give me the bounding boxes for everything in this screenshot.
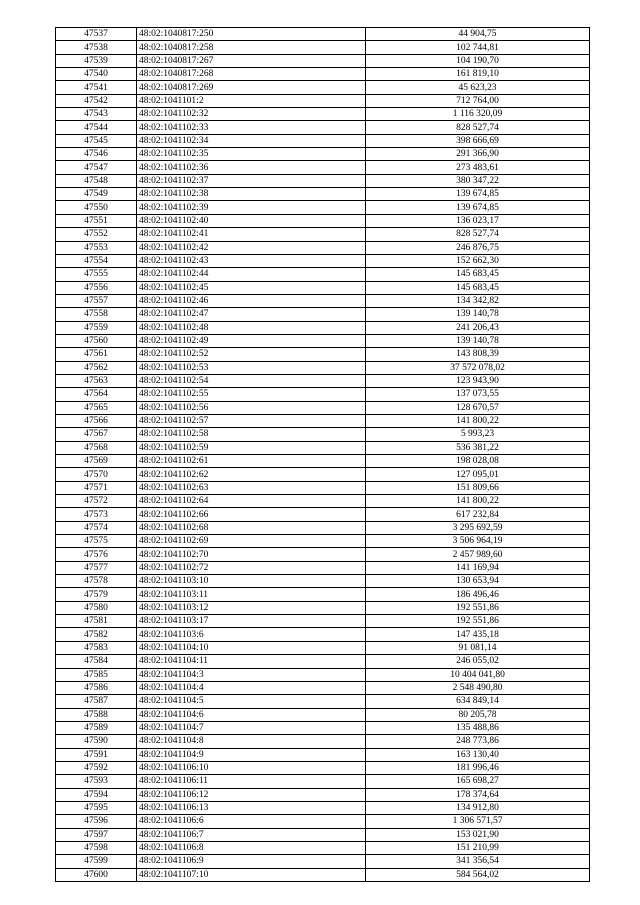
row-number-cell: 47562 <box>56 361 137 374</box>
cadastral-value-cell: 584 564,02 <box>366 868 590 881</box>
table-row <box>56 241 590 254</box>
row-number-cell: 47541 <box>56 81 137 94</box>
cadastral-value-cell: 341 356,54 <box>366 855 590 868</box>
cadastral-value-cell: 141 800,22 <box>366 414 590 427</box>
row-number-cell: 47548 <box>56 174 137 187</box>
cadastral-value-cell: 380 347,22 <box>366 174 590 187</box>
cadastral-value-cell: 147 435,18 <box>366 628 590 641</box>
row-number-cell: 47575 <box>56 535 137 548</box>
cadastral-value-cell: 128 670,57 <box>366 401 590 414</box>
cadastral-value-cell: 181 996,46 <box>366 761 590 774</box>
row-number-cell: 47550 <box>56 201 137 214</box>
row-number-cell: 47572 <box>56 495 137 508</box>
cadastral-number-cell: 48:02:1041104:10 <box>137 641 366 654</box>
row-number-cell: 47598 <box>56 841 137 854</box>
table-row <box>56 148 590 161</box>
table-row <box>56 428 590 441</box>
cadastral-number-cell: 48:02:1041102:45 <box>137 281 366 294</box>
cadastral-number-cell: 48:02:1041104:9 <box>137 748 366 761</box>
cadastral-value-cell: 152 662,30 <box>366 254 590 267</box>
row-number-cell: 47584 <box>56 655 137 668</box>
cadastral-value-cell: 45 623,23 <box>366 81 590 94</box>
cadastral-number-cell: 48:02:1041102:32 <box>137 108 366 121</box>
cadastral-value-cell: 151 210,99 <box>366 841 590 854</box>
row-number-cell: 47577 <box>56 561 137 574</box>
cadastral-number-cell: 48:02:1041102:70 <box>137 548 366 561</box>
row-number-cell: 47540 <box>56 68 137 81</box>
cadastral-number-cell: 48:02:1041102:58 <box>137 428 366 441</box>
table-row <box>56 735 590 748</box>
row-number-cell: 47543 <box>56 108 137 121</box>
cadastral-number-cell: 48:02:1040817:267 <box>137 54 366 67</box>
cadastral-number-cell: 48:02:1041102:47 <box>137 308 366 321</box>
cadastral-number-cell: 48:02:1041102:61 <box>137 455 366 468</box>
row-number-cell: 47581 <box>56 615 137 628</box>
cadastral-value-cell: 291 366,90 <box>366 148 590 161</box>
cadastral-value-cell: 127 095,01 <box>366 468 590 481</box>
cadastral-value-cell: 135 488,86 <box>366 721 590 734</box>
table-row <box>56 41 590 54</box>
cadastral-value-cell: 37 572 078,02 <box>366 361 590 374</box>
row-number-cell: 47558 <box>56 308 137 321</box>
table-row <box>56 108 590 121</box>
cadastral-value-cell: 153 021,90 <box>366 828 590 841</box>
cadastral-number-cell: 48:02:1041104:4 <box>137 681 366 694</box>
table-row <box>56 121 590 134</box>
row-number-cell: 47582 <box>56 628 137 641</box>
table-row <box>56 388 590 401</box>
row-number-cell: 47559 <box>56 321 137 334</box>
cadastral-value-cell: 5 993,23 <box>366 428 590 441</box>
row-number-cell: 47593 <box>56 775 137 788</box>
cadastral-number-cell: 48:02:1041102:43 <box>137 254 366 267</box>
row-number-cell: 47568 <box>56 441 137 454</box>
row-number-cell: 47545 <box>56 134 137 147</box>
cadastral-value-cell: 123 943,90 <box>366 374 590 387</box>
cadastral-number-cell: 48:02:1041103:11 <box>137 588 366 601</box>
cadastral-number-cell: 48:02:1041102:36 <box>137 161 366 174</box>
table-row <box>56 841 590 854</box>
table-row <box>56 615 590 628</box>
cadastral-value-cell: 1 306 571,57 <box>366 815 590 828</box>
table-row <box>56 855 590 868</box>
row-number-cell: 47561 <box>56 348 137 361</box>
row-number-cell: 47586 <box>56 681 137 694</box>
row-number-cell: 47551 <box>56 214 137 227</box>
row-number-cell: 47591 <box>56 748 137 761</box>
cadastral-number-cell: 48:02:1041102:48 <box>137 321 366 334</box>
table-row <box>56 775 590 788</box>
cadastral-number-cell: 48:02:1041104:6 <box>137 708 366 721</box>
cadastral-value-cell: 102 744,81 <box>366 41 590 54</box>
cadastral-number-cell: 48:02:1041102:49 <box>137 334 366 347</box>
cadastral-value-cell: 192 551,86 <box>366 615 590 628</box>
table-row <box>56 134 590 147</box>
cadastral-value-cell: 198 028,08 <box>366 455 590 468</box>
cadastral-value-cell: 134 342,82 <box>366 294 590 307</box>
row-number-cell: 47549 <box>56 188 137 201</box>
cadastral-number-cell: 48:02:1041107:10 <box>137 868 366 881</box>
cadastral-number-cell: 48:02:1040817:250 <box>137 28 366 41</box>
row-number-cell: 47597 <box>56 828 137 841</box>
cadastral-value-cell: 3 506 964,19 <box>366 535 590 548</box>
cadastral-number-cell: 48:02:1041102:53 <box>137 361 366 374</box>
cadastral-value-cell: 10 404 041,80 <box>366 668 590 681</box>
row-number-cell: 47560 <box>56 334 137 347</box>
cadastral-value-cell: 139 140,78 <box>366 308 590 321</box>
row-number-cell: 47576 <box>56 548 137 561</box>
table-row <box>56 294 590 307</box>
cadastral-value-cell: 143 808,39 <box>366 348 590 361</box>
row-number-cell: 47547 <box>56 161 137 174</box>
row-number-cell: 47574 <box>56 521 137 534</box>
cadastral-value-cell: 141 169,94 <box>366 561 590 574</box>
table-row <box>56 641 590 654</box>
cadastral-value-cell: 139 674,85 <box>366 188 590 201</box>
table-row <box>56 68 590 81</box>
table-row <box>56 268 590 281</box>
row-number-cell: 47537 <box>56 28 137 41</box>
cadastral-number-cell: 48:02:1041106:10 <box>137 761 366 774</box>
cadastral-value-cell: 241 206,43 <box>366 321 590 334</box>
cadastral-value-cell: 2 457 989,60 <box>366 548 590 561</box>
table-row <box>56 828 590 841</box>
table-row <box>56 441 590 454</box>
table-row <box>56 214 590 227</box>
cadastral-value-cell: 273 483,61 <box>366 161 590 174</box>
cadastral-number-cell: 48:02:1041102:37 <box>137 174 366 187</box>
cadastral-number-cell: 48:02:1041102:59 <box>137 441 366 454</box>
row-number-cell: 47563 <box>56 374 137 387</box>
table-row <box>56 708 590 721</box>
table-row <box>56 468 590 481</box>
cadastral-value-cell: 192 551,86 <box>366 601 590 614</box>
cadastral-value-cell: 246 876,75 <box>366 241 590 254</box>
cadastral-number-cell: 48:02:1041102:69 <box>137 535 366 548</box>
cadastral-number-cell: 48:02:1041106:6 <box>137 815 366 828</box>
cadastral-number-cell: 48:02:1041102:42 <box>137 241 366 254</box>
table-row <box>56 348 590 361</box>
cadastral-number-cell: 48:02:1041106:11 <box>137 775 366 788</box>
cadastral-number-cell: 48:02:1041102:39 <box>137 201 366 214</box>
table-row <box>56 374 590 387</box>
row-number-cell: 47578 <box>56 575 137 588</box>
row-number-cell: 47571 <box>56 481 137 494</box>
cadastral-number-cell: 48:02:1041102:56 <box>137 401 366 414</box>
row-number-cell: 47556 <box>56 281 137 294</box>
table-row <box>56 721 590 734</box>
cadastral-value-cell: 80 205,78 <box>366 708 590 721</box>
table-row <box>56 414 590 427</box>
row-number-cell: 47599 <box>56 855 137 868</box>
table-row <box>56 161 590 174</box>
table-body <box>56 28 590 882</box>
cadastral-number-cell: 48:02:1041106:12 <box>137 788 366 801</box>
cadastral-number-cell: 48:02:1041101:2 <box>137 94 366 107</box>
row-number-cell: 47588 <box>56 708 137 721</box>
cadastral-number-cell: 48:02:1041102:63 <box>137 481 366 494</box>
row-number-cell: 47564 <box>56 388 137 401</box>
table-row <box>56 868 590 881</box>
row-number-cell: 47590 <box>56 735 137 748</box>
table-row <box>56 361 590 374</box>
table-row <box>56 334 590 347</box>
row-number-cell: 47555 <box>56 268 137 281</box>
cadastral-value-cell: 617 232,84 <box>366 508 590 521</box>
row-number-cell: 47587 <box>56 695 137 708</box>
row-number-cell: 47567 <box>56 428 137 441</box>
cadastral-value-cell: 828 527,74 <box>366 121 590 134</box>
cadastral-number-cell: 48:02:1041106:8 <box>137 841 366 854</box>
cadastral-number-cell: 48:02:1041102:44 <box>137 268 366 281</box>
row-number-cell: 47573 <box>56 508 137 521</box>
cadastral-number-cell: 48:02:1041103:17 <box>137 615 366 628</box>
row-number-cell: 47570 <box>56 468 137 481</box>
table-row <box>56 628 590 641</box>
row-number-cell: 47583 <box>56 641 137 654</box>
row-number-cell: 47542 <box>56 94 137 107</box>
cadastral-number-cell: 48:02:1041106:9 <box>137 855 366 868</box>
cadastral-number-cell: 48:02:1041102:38 <box>137 188 366 201</box>
cadastral-number-cell: 48:02:1041102:66 <box>137 508 366 521</box>
table-row <box>56 521 590 534</box>
cadastral-value-cell: 828 527,74 <box>366 228 590 241</box>
row-number-cell: 47552 <box>56 228 137 241</box>
cadastral-value-cell: 248 773,86 <box>366 735 590 748</box>
table-row <box>56 748 590 761</box>
table-row <box>56 455 590 468</box>
cadastral-number-cell: 48:02:1041104:8 <box>137 735 366 748</box>
cadastral-number-cell: 48:02:1041104:5 <box>137 695 366 708</box>
table-row <box>56 81 590 94</box>
cadastral-value-cell: 44 904,75 <box>366 28 590 41</box>
row-number-cell: 47546 <box>56 148 137 161</box>
row-number-cell: 47594 <box>56 788 137 801</box>
cadastral-number-cell: 48:02:1040817:269 <box>137 81 366 94</box>
cadastral-number-cell: 48:02:1041103:6 <box>137 628 366 641</box>
cadastral-value-cell: 398 666,69 <box>366 134 590 147</box>
cadastral-value-cell: 634 849,14 <box>366 695 590 708</box>
cadastral-number-cell: 48:02:1041106:13 <box>137 801 366 814</box>
table-row <box>56 254 590 267</box>
row-number-cell: 47579 <box>56 588 137 601</box>
table-row <box>56 228 590 241</box>
row-number-cell: 47569 <box>56 455 137 468</box>
cadastral-number-cell: 48:02:1041102:57 <box>137 414 366 427</box>
cadastral-value-cell: 145 683,45 <box>366 281 590 294</box>
row-number-cell: 47566 <box>56 414 137 427</box>
cadastral-value-cell: 145 683,45 <box>366 268 590 281</box>
table-row <box>56 481 590 494</box>
table-row <box>56 495 590 508</box>
row-number-cell: 47544 <box>56 121 137 134</box>
cadastral-value-cell: 3 295 692,59 <box>366 521 590 534</box>
cadastral-value-cell: 712 764,00 <box>366 94 590 107</box>
cadastral-number-cell: 48:02:1041102:41 <box>137 228 366 241</box>
table-row <box>56 588 590 601</box>
cadastral-value-cell: 165 698,27 <box>366 775 590 788</box>
table-row <box>56 94 590 107</box>
cadastral-value-cell: 139 674,85 <box>366 201 590 214</box>
cadastral-value-cell: 163 130,40 <box>366 748 590 761</box>
cadastral-value-cell: 178 374,64 <box>366 788 590 801</box>
table-row <box>56 561 590 574</box>
row-number-cell: 47539 <box>56 54 137 67</box>
cadastral-value-cell: 536 381,22 <box>366 441 590 454</box>
row-number-cell: 47553 <box>56 241 137 254</box>
table-row <box>56 281 590 294</box>
row-number-cell: 47554 <box>56 254 137 267</box>
table-row <box>56 601 590 614</box>
row-number-cell: 47592 <box>56 761 137 774</box>
table-row <box>56 815 590 828</box>
cadastral-value-cell: 151 809,66 <box>366 481 590 494</box>
cadastral-number-cell: 48:02:1041104:3 <box>137 668 366 681</box>
table-row <box>56 655 590 668</box>
row-number-cell: 47580 <box>56 601 137 614</box>
table-row <box>56 761 590 774</box>
cadastral-value-cell: 246 055,02 <box>366 655 590 668</box>
row-number-cell: 47565 <box>56 401 137 414</box>
cadastral-value-cell: 161 819,10 <box>366 68 590 81</box>
row-number-cell: 47538 <box>56 41 137 54</box>
table-row <box>56 535 590 548</box>
cadastral-number-cell: 48:02:1041102:46 <box>137 294 366 307</box>
cadastral-value-cell: 134 912,80 <box>366 801 590 814</box>
cadastral-value-table <box>55 27 590 882</box>
row-number-cell: 47595 <box>56 801 137 814</box>
row-number-cell: 47600 <box>56 868 137 881</box>
table-row <box>56 575 590 588</box>
table-row <box>56 308 590 321</box>
cadastral-number-cell: 48:02:1041102:40 <box>137 214 366 227</box>
table-row <box>56 508 590 521</box>
table-row <box>56 188 590 201</box>
cadastral-number-cell: 48:02:1040817:258 <box>137 41 366 54</box>
cadastral-value-cell: 186 496,46 <box>366 588 590 601</box>
table-row <box>56 695 590 708</box>
cadastral-number-cell: 48:02:1041102:62 <box>137 468 366 481</box>
cadastral-value-cell: 137 073,55 <box>366 388 590 401</box>
cadastral-number-cell: 48:02:1041102:72 <box>137 561 366 574</box>
row-number-cell: 47596 <box>56 815 137 828</box>
cadastral-number-cell: 48:02:1041104:7 <box>137 721 366 734</box>
table-row <box>56 548 590 561</box>
table-row <box>56 201 590 214</box>
cadastral-number-cell: 48:02:1041103:10 <box>137 575 366 588</box>
cadastral-number-cell: 48:02:1041102:33 <box>137 121 366 134</box>
table-row <box>56 788 590 801</box>
cadastral-number-cell: 48:02:1041102:64 <box>137 495 366 508</box>
cadastral-number-cell: 48:02:1041103:12 <box>137 601 366 614</box>
row-number-cell: 47589 <box>56 721 137 734</box>
cadastral-value-cell: 136 023,17 <box>366 214 590 227</box>
table-row <box>56 668 590 681</box>
table-row <box>56 401 590 414</box>
table-row <box>56 28 590 41</box>
cadastral-number-cell: 48:02:1041102:55 <box>137 388 366 401</box>
table-row <box>56 54 590 67</box>
table-row <box>56 174 590 187</box>
cadastral-value-cell: 130 653,94 <box>366 575 590 588</box>
cadastral-value-cell: 1 116 320,09 <box>366 108 590 121</box>
cadastral-value-cell: 141 800,22 <box>366 495 590 508</box>
cadastral-number-cell: 48:02:1040817:268 <box>137 68 366 81</box>
table-row <box>56 321 590 334</box>
table-row <box>56 801 590 814</box>
cadastral-number-cell: 48:02:1041102:34 <box>137 134 366 147</box>
cadastral-number-cell: 48:02:1041102:68 <box>137 521 366 534</box>
cadastral-value-cell: 139 140,78 <box>366 334 590 347</box>
cadastral-number-cell: 48:02:1041102:52 <box>137 348 366 361</box>
cadastral-number-cell: 48:02:1041102:54 <box>137 374 366 387</box>
cadastral-value-cell: 91 081,14 <box>366 641 590 654</box>
cadastral-number-cell: 48:02:1041106:7 <box>137 828 366 841</box>
table-row <box>56 681 590 694</box>
cadastral-number-cell: 48:02:1041104:11 <box>137 655 366 668</box>
row-number-cell: 47557 <box>56 294 137 307</box>
cadastral-number-cell: 48:02:1041102:35 <box>137 148 366 161</box>
cadastral-value-cell: 2 548 490,80 <box>366 681 590 694</box>
cadastral-value-cell: 104 190,70 <box>366 54 590 67</box>
row-number-cell: 47585 <box>56 668 137 681</box>
